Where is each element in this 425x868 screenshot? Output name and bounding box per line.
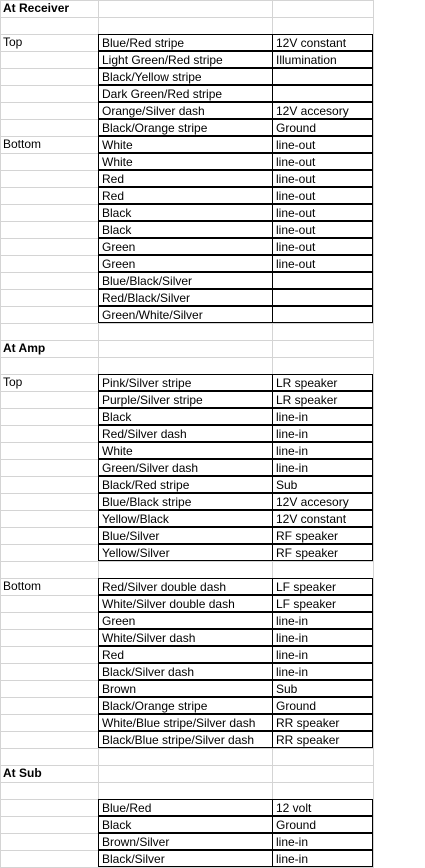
wire-function-cell[interactable]: line-out xyxy=(272,255,373,272)
wire-function-cell[interactable]: RF speaker xyxy=(272,544,373,561)
wire-color-cell[interactable]: Yellow/Black xyxy=(98,510,273,527)
wire-function-cell[interactable]: Ground xyxy=(272,697,373,714)
wire-color-cell[interactable]: Orange/Silver dash xyxy=(98,102,273,119)
wire-color-cell[interactable]: Black xyxy=(98,408,273,425)
wire-color-cell[interactable]: Light Green/Red stripe xyxy=(98,51,273,68)
wire-function-cell[interactable]: line-out xyxy=(272,136,373,153)
wire-color-cell[interactable]: Blue/Black/Silver xyxy=(98,272,273,289)
wire-color-cell[interactable]: Blue/Red xyxy=(98,799,273,816)
amp-bottom-label: Bottom xyxy=(3,579,42,593)
wire-color-cell[interactable]: White xyxy=(98,442,273,459)
wire-function-cell[interactable]: line-in xyxy=(272,629,373,646)
wire-color-cell[interactable]: White/Silver dash xyxy=(98,629,273,646)
wire-color-cell[interactable]: White xyxy=(98,153,273,170)
amp-top-label: Top xyxy=(3,375,23,389)
wire-function-cell[interactable]: line-out xyxy=(272,187,373,204)
wire-color-cell[interactable]: Black/Orange stripe xyxy=(98,119,273,136)
wire-function-cell[interactable]: line-in xyxy=(272,612,373,629)
receiver-bottom-label: Bottom xyxy=(3,137,42,151)
wire-color-cell[interactable]: White/Silver double dash xyxy=(98,595,273,612)
wire-color-cell[interactable]: Brown xyxy=(98,680,273,697)
wire-color-cell[interactable]: White/Blue stripe/Silver dash xyxy=(98,714,273,731)
wire-color-cell[interactable]: Green xyxy=(98,255,273,272)
wire-color-cell[interactable]: Black/Silver xyxy=(98,850,273,867)
wire-color-cell[interactable]: Black/Silver dash xyxy=(98,663,273,680)
section-title-sub: At Sub xyxy=(3,766,42,780)
wire-function-cell[interactable]: RR speaker xyxy=(272,731,373,748)
wire-color-cell[interactable]: Red xyxy=(98,646,273,663)
wire-color-cell[interactable]: Red/Silver double dash xyxy=(98,578,273,595)
wire-color-cell[interactable]: Blue/Silver xyxy=(98,527,273,544)
wire-color-cell[interactable]: Black xyxy=(98,816,273,833)
wire-function-cell[interactable]: 12 volt xyxy=(272,799,373,816)
wire-function-cell[interactable] xyxy=(272,85,373,102)
wire-function-cell[interactable]: Sub xyxy=(272,476,373,493)
wire-color-cell[interactable]: Black xyxy=(98,221,273,238)
wire-function-cell[interactable]: LF speaker xyxy=(272,595,373,612)
wire-function-cell[interactable]: line-in xyxy=(272,408,373,425)
wire-function-cell[interactable]: RR speaker xyxy=(272,714,373,731)
wire-function-cell[interactable]: line-in xyxy=(272,459,373,476)
wire-function-cell[interactable]: line-in xyxy=(272,833,373,850)
wire-color-cell[interactable]: Purple/Silver stripe xyxy=(98,391,273,408)
receiver-top-label: Top xyxy=(3,35,23,49)
wire-function-cell[interactable]: LF speaker xyxy=(272,578,373,595)
wire-color-cell[interactable]: Red xyxy=(98,170,273,187)
wire-function-cell[interactable]: Ground xyxy=(272,119,373,136)
wire-color-cell[interactable]: Black/Orange stripe xyxy=(98,697,273,714)
wire-function-cell[interactable]: Illumination xyxy=(272,51,373,68)
wire-function-cell[interactable]: line-in xyxy=(272,425,373,442)
wire-color-cell[interactable]: Dark Green/Red stripe xyxy=(98,85,273,102)
wire-function-cell[interactable] xyxy=(272,68,373,85)
wire-function-cell[interactable]: line-out xyxy=(272,204,373,221)
wire-color-cell[interactable]: Blue/Red stripe xyxy=(98,34,273,51)
wire-function-cell[interactable]: line-in xyxy=(272,646,373,663)
wire-function-cell[interactable]: line-in xyxy=(272,442,373,459)
wire-function-cell[interactable]: 12V accesory xyxy=(272,493,373,510)
wire-color-cell[interactable]: Pink/Silver stripe xyxy=(98,374,273,391)
wire-function-cell[interactable]: line-out xyxy=(272,221,373,238)
wire-function-cell[interactable] xyxy=(272,289,373,306)
section-title-receiver: At Receiver xyxy=(3,1,70,15)
wire-color-cell[interactable]: Green xyxy=(98,238,273,255)
wire-color-cell[interactable]: Brown/Silver xyxy=(98,833,273,850)
wire-color-cell[interactable]: Green/White/Silver xyxy=(98,306,273,323)
wire-function-cell[interactable]: line-out xyxy=(272,238,373,255)
section-title-amp: At Amp xyxy=(3,341,46,355)
wire-function-cell[interactable]: line-out xyxy=(272,153,373,170)
wire-color-cell[interactable]: Blue/Black stripe xyxy=(98,493,273,510)
wire-color-cell[interactable]: Green xyxy=(98,612,273,629)
wire-function-cell[interactable]: 12V accesory xyxy=(272,102,373,119)
wire-color-cell[interactable]: Red xyxy=(98,187,273,204)
wire-function-cell[interactable]: Ground xyxy=(272,816,373,833)
wire-function-cell[interactable]: 12V constant xyxy=(272,510,373,527)
wire-color-cell[interactable]: Black/Red stripe xyxy=(98,476,273,493)
wire-color-cell[interactable]: Green/Silver dash xyxy=(98,459,273,476)
wire-function-cell[interactable]: RF speaker xyxy=(272,527,373,544)
wire-function-cell[interactable]: Sub xyxy=(272,680,373,697)
wire-color-cell[interactable]: Red/Silver dash xyxy=(98,425,273,442)
wire-function-cell[interactable]: 12V constant xyxy=(272,34,373,51)
wire-color-cell[interactable]: White xyxy=(98,136,273,153)
wire-function-cell[interactable] xyxy=(272,306,373,323)
wire-function-cell[interactable]: line-in xyxy=(272,663,373,680)
wire-function-cell[interactable]: LR speaker xyxy=(272,391,373,408)
wire-color-cell[interactable]: Yellow/Silver xyxy=(98,544,273,561)
wire-color-cell[interactable]: Black/Yellow stripe xyxy=(98,68,273,85)
wire-color-cell[interactable]: Black xyxy=(98,204,273,221)
wire-color-cell[interactable]: Black/Blue stripe/Silver dash xyxy=(98,731,273,748)
wire-function-cell[interactable]: LR speaker xyxy=(272,374,373,391)
wire-function-cell[interactable]: line-out xyxy=(272,170,373,187)
wire-function-cell[interactable] xyxy=(272,272,373,289)
wire-color-cell[interactable]: Red/Black/Silver xyxy=(98,289,273,306)
wire-function-cell[interactable]: line-in xyxy=(272,850,373,867)
